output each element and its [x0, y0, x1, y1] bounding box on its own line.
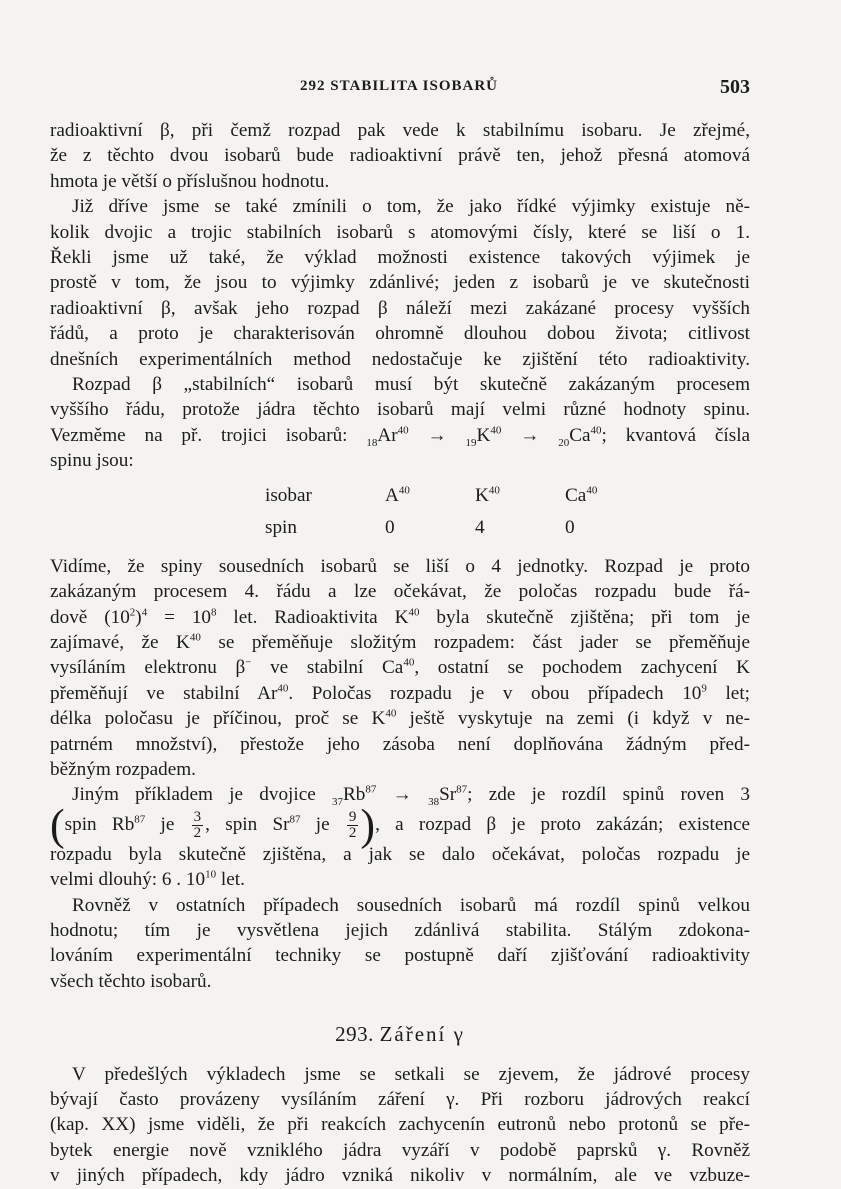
- table-row-label: spin: [265, 516, 297, 538]
- table-row: [265, 512, 625, 544]
- table-cell: $A^{40}$: [385, 484, 410, 506]
- text-line: že z těchto dvou isobarů bude radioaktivní právě ten, jehož přesná atomová: [50, 145, 750, 167]
- text-line: vysíláním elektronu β− ve stabilní Ca$^{40}$, ostatní se pochodem zachycení K: [50, 656, 751, 679]
- text-line: velmi dlouhý: 6 . $10^{10}$ let.: [50, 868, 245, 891]
- table-row-label: isobar: [265, 484, 312, 506]
- text-line: kolik dvojic a trojic stabilních isobarů s atomovými čísly, které se liší o 1.: [50, 221, 750, 243]
- spin-table: [265, 480, 625, 544]
- table-cell: $K^{40}$: [475, 484, 500, 506]
- arrow-icon: →: [520, 424, 540, 446]
- text-line: zajímavé, že $K^{40}$ se přeměňuje složitým rozpadem: část jader se přeměňuje: [50, 631, 750, 653]
- page-number: 503: [720, 76, 750, 98]
- table-cell: Ca$^{40}$: [565, 484, 598, 506]
- text-line-spin-fractions: (spin Rb$^{87}$ je $\frac{3}{2}$ , spin Sr$^{87}$ je $\frac{9}{2}$ ), a rozpad β je proto zakázán; existence: [50, 800, 750, 850]
- text-line: bývají často provázeny vysíláním záření γ. Při rozboru jádrových reakcí: [50, 1089, 750, 1110]
- text-line: v jiných případech, kdy jádro vzniká nikoliv v normálním, ale ve vzbuze-: [50, 1165, 750, 1187]
- text-line: Rovněž v ostatních případech sousedních isobarů má rozdíl spinů velkou: [72, 894, 750, 916]
- running-head: 292 STABILITA ISOBARŮ: [300, 78, 498, 94]
- text-line: vyššího řádu, protože jádra těchto isobarů mají velmi různé hodnoty spinu.: [50, 399, 750, 421]
- text-line: hodnotu; tím je vysvětlena jejich zdánlivá stabilita. Stálým zdokona-: [50, 919, 750, 941]
- isotope-ar40: $_{18}Ar^{40}$: [366, 424, 409, 449]
- text-line: Vidíme, že spiny sousedních isobarů se liší o 4 jednotky. Rozpad je proto: [50, 555, 750, 577]
- text-line: rozpadu byla skutečně zjištěna, a jak se dalo očekávat, poločas rozpadu je: [50, 843, 750, 865]
- text-line: hmota je větší o příslušnou hodnotu.: [50, 170, 330, 192]
- table-row: [265, 480, 625, 512]
- text-line: všech těchto isobarů.: [50, 970, 212, 992]
- right-paren-icon: ): [360, 800, 376, 850]
- table-cell: 4: [475, 516, 485, 538]
- text-line: dově $(10^2)^4 = 10^8$ let. Radioaktivita $K^{40}$ byla skutečně zjištěna; při tom je: [50, 606, 751, 628]
- text-line: patrném množství), přestože jeho zásoba není doplňována žádným před-: [50, 733, 750, 755]
- text-line: dnešních experimentálních method nedostačuje ke zjištění této radioaktivity.: [50, 348, 750, 370]
- arrow-icon: →: [427, 424, 447, 446]
- section-heading: 293. Záření γ: [335, 1022, 465, 1047]
- text-line: prostě v tom, že jsou to výjimky zdánlivé; jeden z isobarů je ve skutečnosti: [50, 272, 750, 294]
- isotope-k40: $_{19}K^{40}$: [465, 424, 502, 449]
- text-line: řádů, a proto je charakterisován ohromně dlouhou dobou života; citlivost: [50, 323, 750, 345]
- body-text: [50, 118, 750, 1189]
- text-line-isobar-triplet: Vezměme na př. trojici isobarů: $_{18}Ar^{40} \to _{19}K^{40} \to _{20}Ca^{40}$; kvantová čísla: [50, 424, 751, 449]
- arrow-icon: →: [376, 784, 429, 806]
- text-line: spinu jsou:: [50, 450, 134, 472]
- fraction-9-2: $\frac{9}{2}$: [348, 808, 357, 841]
- text-line: (kap. XX) jsme viděli, že při reakcích zachycenín eutronů nebo protonů se pře-: [50, 1114, 750, 1136]
- text-line: Již dříve jsme se také zmínili o tom, že jako řídké výjimky existuje ně-: [72, 196, 750, 218]
- text-line: zakázaným procesem 4. řádu a lze očekávat, že poločas rozpadu bude řá-: [50, 581, 750, 603]
- text-line: bytek energie nově vzniklého jádra vyzáří v podobě paprsků γ. Rovněž: [50, 1139, 750, 1161]
- text-line: radioaktivní β, avšak jeho rozpad β náleží mezi zakázané procesy vyšších: [50, 297, 750, 319]
- page-header: [0, 76, 841, 104]
- text-line: Řekli jsme už také, že výklad možnosti existence takových výjimek je: [50, 247, 750, 269]
- fraction-3-2: $\frac{3}{2}$: [193, 808, 202, 841]
- isotope-ca40: $_{20}Ca^{40}$: [558, 424, 602, 449]
- text-line: přeměňují ve stabilní Ar$^{40}$. Poločas rozpadu je v obou případech $10^9$ let;: [50, 682, 750, 704]
- text-line: běžným rozpadem.: [50, 758, 196, 780]
- text-line: Jiným příkladem je dvojice $_{37}Rb^{87} \to _{38}Sr^{87}$; zde je rozdíl spinů roven 3: [72, 783, 751, 809]
- text-line: délka poločasu je příčinou, proč se $K^{40}$ ještě vyskytuje na zemi (i když v ne-: [50, 707, 750, 730]
- left-paren-icon: (: [50, 800, 65, 850]
- table-cell: 0: [385, 516, 395, 538]
- text-line: V předešlých výkladech jsme se setkali se zjevem, že jádrové procesy: [72, 1063, 750, 1085]
- table-cell: 0: [565, 516, 575, 538]
- text-line: lováním experimentální techniky se postupně daří zjišťování radioaktivity: [50, 945, 750, 967]
- text-line: radioaktivní β, při čemž rozpad pak vede k stabilnímu isobaru. Je zřejmé,: [50, 120, 750, 141]
- text-line: Rozpad β „stabilních“ isobarů musí být skutečně zakázaným procesem: [72, 374, 750, 396]
